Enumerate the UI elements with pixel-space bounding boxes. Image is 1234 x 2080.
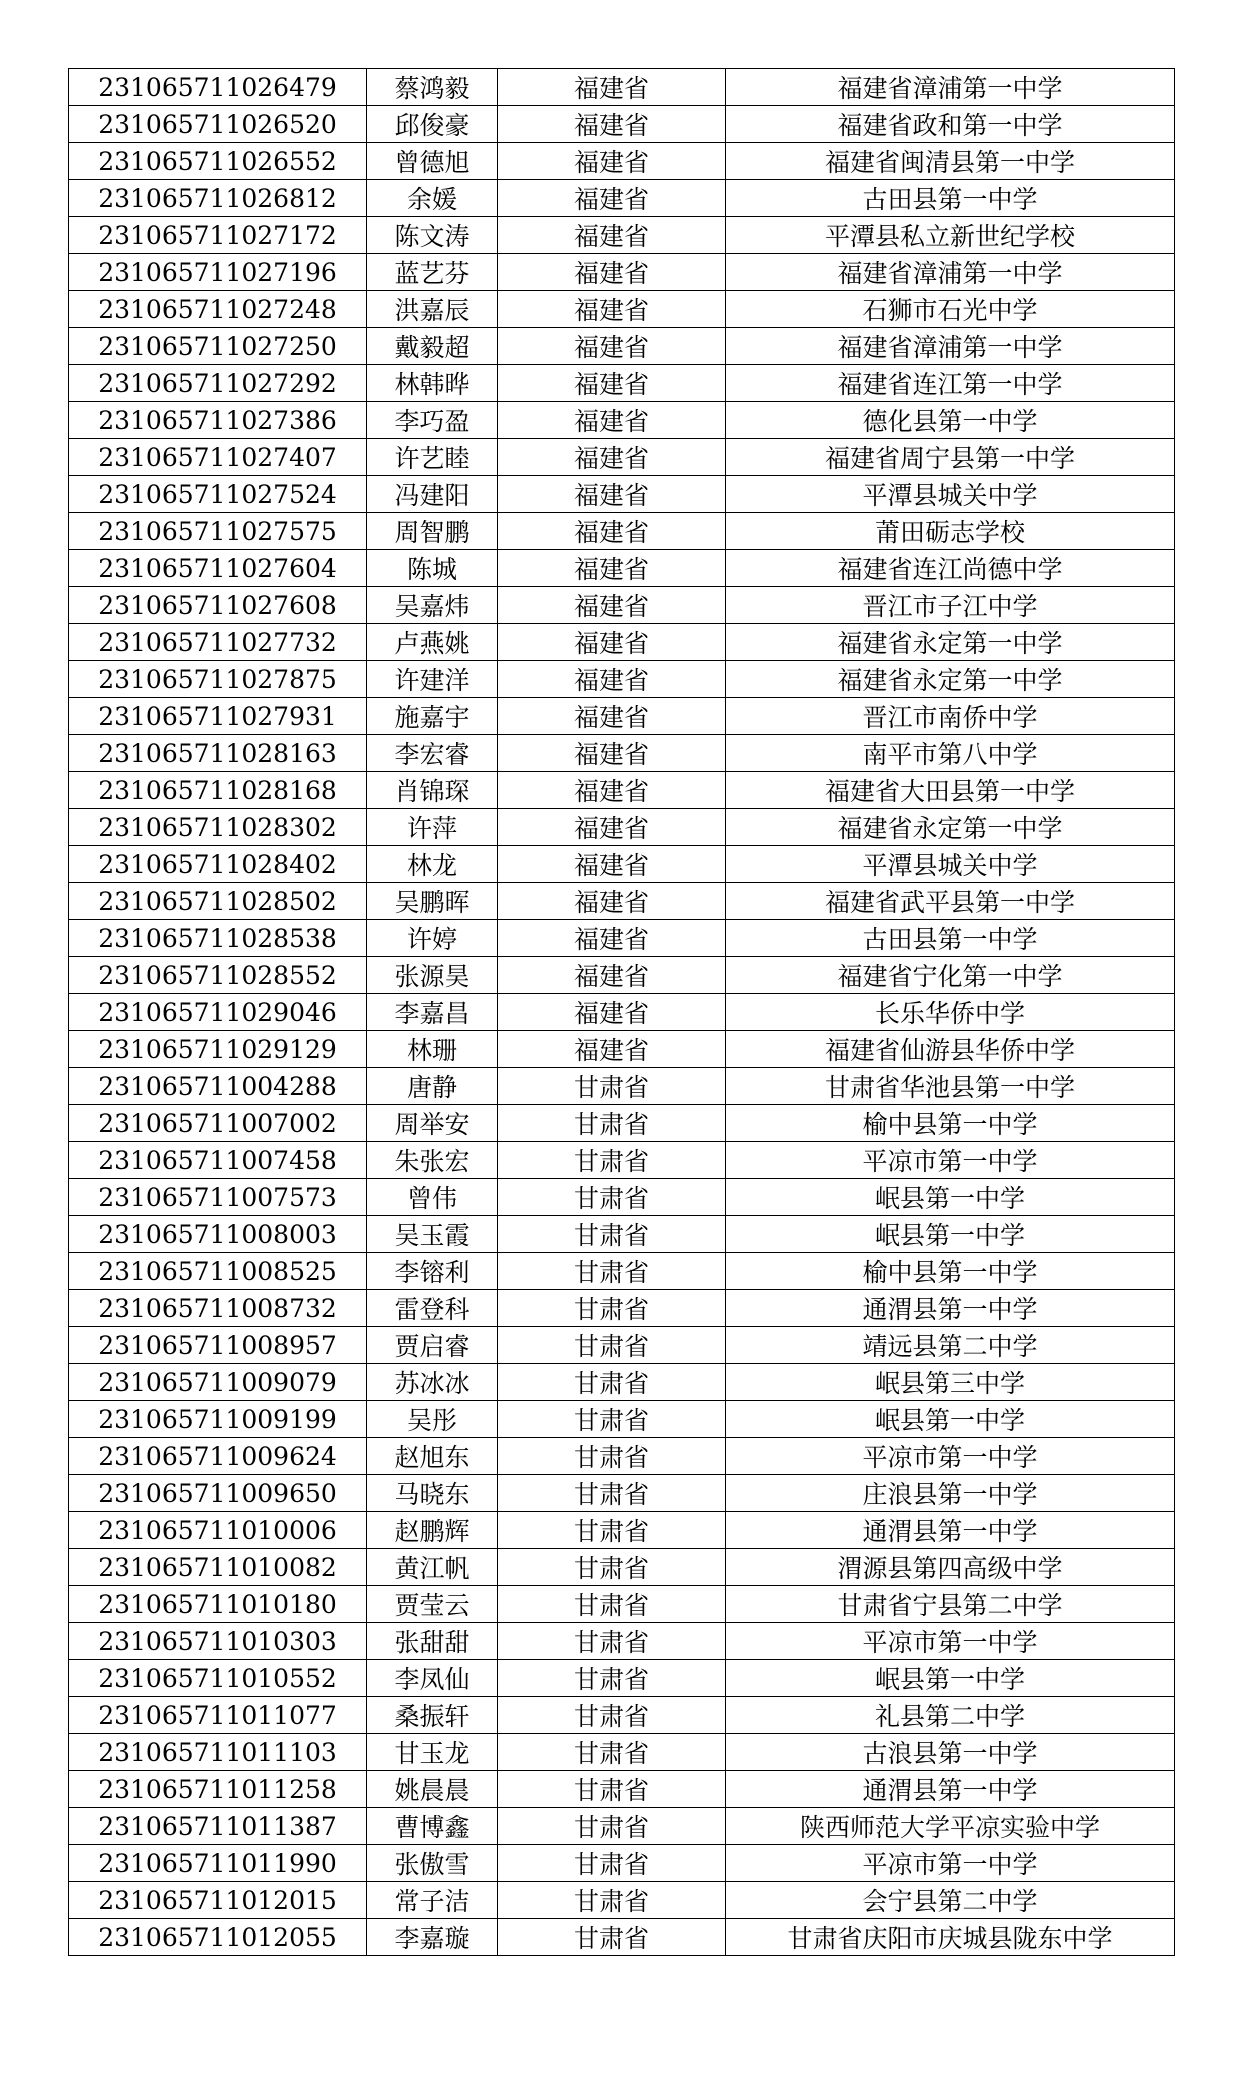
table-row	[69, 365, 1175, 402]
school-cell: 会宁县第二中学	[726, 1882, 1175, 1919]
table-row	[69, 1031, 1175, 1068]
school-cell: 靖远县第二中学	[726, 1327, 1175, 1364]
table-row	[69, 1586, 1175, 1623]
province-cell: 甘肃省	[498, 1142, 726, 1179]
province-cell: 甘肃省	[498, 1068, 726, 1105]
student-name-cell: 许婷	[367, 920, 498, 957]
province-cell: 福建省	[498, 957, 726, 994]
school-cell: 渭源县第四高级中学	[726, 1549, 1175, 1586]
table-row	[69, 1327, 1175, 1364]
province-cell: 福建省	[498, 365, 726, 402]
province-cell: 福建省	[498, 291, 726, 328]
province-cell: 甘肃省	[498, 1364, 726, 1401]
province-cell: 甘肃省	[498, 1586, 726, 1623]
exam-id-cell: 231065711027250	[69, 328, 367, 365]
table-row	[69, 1216, 1175, 1253]
table-row	[69, 698, 1175, 735]
school-cell: 古田县第一中学	[726, 920, 1175, 957]
exam-id-cell: 231065711008003	[69, 1216, 367, 1253]
exam-id-cell: 231065711011077	[69, 1697, 367, 1734]
school-cell: 甘肃省庆阳市庆城县陇东中学	[726, 1919, 1175, 1956]
province-cell: 福建省	[498, 69, 726, 106]
exam-id-cell: 231065711027172	[69, 217, 367, 254]
table-row	[69, 291, 1175, 328]
exam-id-cell: 231065711012055	[69, 1919, 367, 1956]
table-row	[69, 1771, 1175, 1808]
student-name-cell: 张源昊	[367, 957, 498, 994]
table-row	[69, 1401, 1175, 1438]
exam-id-cell: 231065711028552	[69, 957, 367, 994]
province-cell: 福建省	[498, 328, 726, 365]
student-name-cell: 肖锦琛	[367, 772, 498, 809]
school-cell: 平凉市第一中学	[726, 1142, 1175, 1179]
province-cell: 甘肃省	[498, 1660, 726, 1697]
student-name-cell: 冯建阳	[367, 476, 498, 513]
province-cell: 甘肃省	[498, 1845, 726, 1882]
exam-id-cell: 231065711027407	[69, 439, 367, 476]
student-name-cell: 贾启睿	[367, 1327, 498, 1364]
student-name-cell: 李嘉璇	[367, 1919, 498, 1956]
document-page	[68, 68, 1174, 1956]
province-cell: 福建省	[498, 439, 726, 476]
student-name-cell: 吴玉霞	[367, 1216, 498, 1253]
exam-id-cell: 231065711010006	[69, 1512, 367, 1549]
school-cell: 岷县第一中学	[726, 1660, 1175, 1697]
school-cell: 福建省宁化第一中学	[726, 957, 1175, 994]
student-name-cell: 吴鹏晖	[367, 883, 498, 920]
school-cell: 石狮市石光中学	[726, 291, 1175, 328]
table-row	[69, 809, 1175, 846]
province-cell: 福建省	[498, 106, 726, 143]
table-row	[69, 1808, 1175, 1845]
student-name-cell: 张傲雪	[367, 1845, 498, 1882]
exam-id-cell: 231065711027196	[69, 254, 367, 291]
exam-id-cell: 231065711027575	[69, 513, 367, 550]
student-name-cell: 唐静	[367, 1068, 498, 1105]
table-row	[69, 1549, 1175, 1586]
student-name-cell: 常子洁	[367, 1882, 498, 1919]
student-name-cell: 陈城	[367, 550, 498, 587]
province-cell: 福建省	[498, 735, 726, 772]
exam-id-cell: 231065711009199	[69, 1401, 367, 1438]
school-cell: 福建省周宁县第一中学	[726, 439, 1175, 476]
exam-id-cell: 231065711007458	[69, 1142, 367, 1179]
exam-id-cell: 231065711027931	[69, 698, 367, 735]
exam-id-cell: 231065711012015	[69, 1882, 367, 1919]
school-cell: 福建省漳浦第一中学	[726, 69, 1175, 106]
school-cell: 晋江市南侨中学	[726, 698, 1175, 735]
school-cell: 福建省永定第一中学	[726, 661, 1175, 698]
school-cell: 通渭县第一中学	[726, 1290, 1175, 1327]
province-cell: 甘肃省	[498, 1549, 726, 1586]
province-cell: 甘肃省	[498, 1216, 726, 1253]
school-cell: 岷县第三中学	[726, 1364, 1175, 1401]
exam-id-cell: 231065711028402	[69, 846, 367, 883]
table-row	[69, 69, 1175, 106]
exam-id-cell: 231065711007002	[69, 1105, 367, 1142]
school-cell: 榆中县第一中学	[726, 1253, 1175, 1290]
table-row	[69, 1105, 1175, 1142]
table-row	[69, 920, 1175, 957]
school-cell: 福建省永定第一中学	[726, 809, 1175, 846]
exam-id-cell: 231065711026812	[69, 180, 367, 217]
exam-id-cell: 231065711027608	[69, 587, 367, 624]
table-row	[69, 883, 1175, 920]
province-cell: 甘肃省	[498, 1734, 726, 1771]
province-cell: 福建省	[498, 994, 726, 1031]
school-cell: 福建省漳浦第一中学	[726, 254, 1175, 291]
school-cell: 福建省大田县第一中学	[726, 772, 1175, 809]
school-cell: 平潭县城关中学	[726, 846, 1175, 883]
student-name-cell: 余媛	[367, 180, 498, 217]
student-name-cell: 洪嘉辰	[367, 291, 498, 328]
student-name-cell: 蔡鸿毅	[367, 69, 498, 106]
student-name-cell: 许建洋	[367, 661, 498, 698]
table-row	[69, 1623, 1175, 1660]
exam-id-cell: 231065711011990	[69, 1845, 367, 1882]
school-cell: 平凉市第一中学	[726, 1438, 1175, 1475]
province-cell: 福建省	[498, 1031, 726, 1068]
student-name-cell: 邱俊豪	[367, 106, 498, 143]
province-cell: 福建省	[498, 180, 726, 217]
school-cell: 德化县第一中学	[726, 402, 1175, 439]
student-name-cell: 苏冰冰	[367, 1364, 498, 1401]
school-cell: 岷县第一中学	[726, 1401, 1175, 1438]
province-cell: 福建省	[498, 217, 726, 254]
student-name-cell: 贾莹云	[367, 1586, 498, 1623]
province-cell: 福建省	[498, 698, 726, 735]
table-row	[69, 772, 1175, 809]
exam-id-cell: 231065711028163	[69, 735, 367, 772]
exam-id-cell: 231065711028302	[69, 809, 367, 846]
school-cell: 福建省连江尚德中学	[726, 550, 1175, 587]
student-name-cell: 桑振轩	[367, 1697, 498, 1734]
student-name-cell: 戴毅超	[367, 328, 498, 365]
exam-id-cell: 231065711011258	[69, 1771, 367, 1808]
student-name-cell: 马晓东	[367, 1475, 498, 1512]
exam-id-cell: 231065711010552	[69, 1660, 367, 1697]
province-cell: 甘肃省	[498, 1179, 726, 1216]
table-row	[69, 624, 1175, 661]
exam-id-cell: 231065711026552	[69, 143, 367, 180]
table-row	[69, 1660, 1175, 1697]
exam-id-cell: 231065711008525	[69, 1253, 367, 1290]
table-row	[69, 957, 1175, 994]
table-row	[69, 587, 1175, 624]
exam-id-cell: 231065711010303	[69, 1623, 367, 1660]
table-row	[69, 476, 1175, 513]
school-cell: 庄浪县第一中学	[726, 1475, 1175, 1512]
province-cell: 甘肃省	[498, 1253, 726, 1290]
table-row	[69, 735, 1175, 772]
exam-id-cell: 231065711004288	[69, 1068, 367, 1105]
province-cell: 福建省	[498, 402, 726, 439]
table-row	[69, 661, 1175, 698]
province-cell: 福建省	[498, 254, 726, 291]
school-cell: 岷县第一中学	[726, 1216, 1175, 1253]
school-cell: 通渭县第一中学	[726, 1771, 1175, 1808]
exam-id-cell: 231065711009624	[69, 1438, 367, 1475]
province-cell: 甘肃省	[498, 1771, 726, 1808]
student-name-cell: 蓝艺芬	[367, 254, 498, 291]
student-name-cell: 曾伟	[367, 1179, 498, 1216]
table-row	[69, 1697, 1175, 1734]
exam-id-cell: 231065711027732	[69, 624, 367, 661]
exam-id-cell: 231065711027386	[69, 402, 367, 439]
exam-id-cell: 231065711027875	[69, 661, 367, 698]
exam-id-cell: 231065711007573	[69, 1179, 367, 1216]
table-row	[69, 1438, 1175, 1475]
school-cell: 岷县第一中学	[726, 1179, 1175, 1216]
province-cell: 甘肃省	[498, 1475, 726, 1512]
exam-id-cell: 231065711027292	[69, 365, 367, 402]
table-row	[69, 1919, 1175, 1956]
student-name-cell: 陈文涛	[367, 217, 498, 254]
province-cell: 福建省	[498, 476, 726, 513]
table-row	[69, 439, 1175, 476]
school-cell: 甘肃省华池县第一中学	[726, 1068, 1175, 1105]
student-name-cell: 李镕利	[367, 1253, 498, 1290]
table-row	[69, 254, 1175, 291]
province-cell: 福建省	[498, 883, 726, 920]
student-name-cell: 卢燕姚	[367, 624, 498, 661]
student-name-cell: 李凤仙	[367, 1660, 498, 1697]
school-cell: 通渭县第一中学	[726, 1512, 1175, 1549]
exam-id-cell: 231065711008957	[69, 1327, 367, 1364]
student-name-cell: 黄江帆	[367, 1549, 498, 1586]
student-name-cell: 周智鹏	[367, 513, 498, 550]
student-name-cell: 李嘉昌	[367, 994, 498, 1031]
table-row	[69, 106, 1175, 143]
table-row	[69, 1253, 1175, 1290]
school-cell: 福建省漳浦第一中学	[726, 328, 1175, 365]
table-row	[69, 1512, 1175, 1549]
school-cell: 莆田砺志学校	[726, 513, 1175, 550]
school-cell: 平凉市第一中学	[726, 1623, 1175, 1660]
province-cell: 甘肃省	[498, 1512, 726, 1549]
province-cell: 甘肃省	[498, 1919, 726, 1956]
student-name-cell: 曹博鑫	[367, 1808, 498, 1845]
student-name-cell: 姚晨晨	[367, 1771, 498, 1808]
province-cell: 甘肃省	[498, 1105, 726, 1142]
school-cell: 福建省武平县第一中学	[726, 883, 1175, 920]
student-name-cell: 甘玉龙	[367, 1734, 498, 1771]
school-cell: 榆中县第一中学	[726, 1105, 1175, 1142]
table-row	[69, 846, 1175, 883]
school-cell: 礼县第二中学	[726, 1697, 1175, 1734]
school-cell: 福建省闽清县第一中学	[726, 143, 1175, 180]
table-row	[69, 1290, 1175, 1327]
school-cell: 古浪县第一中学	[726, 1734, 1175, 1771]
province-cell: 福建省	[498, 550, 726, 587]
school-cell: 南平市第八中学	[726, 735, 1175, 772]
table-row	[69, 513, 1175, 550]
exam-id-cell: 231065711026520	[69, 106, 367, 143]
school-cell: 福建省政和第一中学	[726, 106, 1175, 143]
student-name-cell: 许艺睦	[367, 439, 498, 476]
table-row	[69, 1475, 1175, 1512]
province-cell: 福建省	[498, 513, 726, 550]
exam-id-cell: 231065711027604	[69, 550, 367, 587]
school-cell: 陕西师范大学平凉实验中学	[726, 1808, 1175, 1845]
exam-id-cell: 231065711009079	[69, 1364, 367, 1401]
table-row	[69, 1882, 1175, 1919]
province-cell: 甘肃省	[498, 1327, 726, 1364]
exam-id-cell: 231065711008732	[69, 1290, 367, 1327]
exam-id-cell: 231065711027248	[69, 291, 367, 328]
school-cell: 福建省仙游县华侨中学	[726, 1031, 1175, 1068]
table-row	[69, 1845, 1175, 1882]
province-cell: 甘肃省	[498, 1401, 726, 1438]
table-row	[69, 1179, 1175, 1216]
table-row	[69, 550, 1175, 587]
student-name-cell: 许萍	[367, 809, 498, 846]
exam-id-cell: 231065711028538	[69, 920, 367, 957]
table-row	[69, 1142, 1175, 1179]
table-row	[69, 994, 1175, 1031]
table-row	[69, 328, 1175, 365]
exam-id-cell: 231065711026479	[69, 69, 367, 106]
province-cell: 甘肃省	[498, 1623, 726, 1660]
exam-id-cell: 231065711011103	[69, 1734, 367, 1771]
student-name-cell: 林珊	[367, 1031, 498, 1068]
table-row	[69, 1068, 1175, 1105]
exam-id-cell: 231065711029046	[69, 994, 367, 1031]
table-row	[69, 143, 1175, 180]
student-name-cell: 李宏睿	[367, 735, 498, 772]
school-cell: 平潭县城关中学	[726, 476, 1175, 513]
table-row	[69, 402, 1175, 439]
student-name-cell: 雷登科	[367, 1290, 498, 1327]
student-name-cell: 吴嘉炜	[367, 587, 498, 624]
province-cell: 甘肃省	[498, 1438, 726, 1475]
exam-id-cell: 231065711009650	[69, 1475, 367, 1512]
school-cell: 平凉市第一中学	[726, 1845, 1175, 1882]
student-table	[68, 68, 1175, 1956]
table-row	[69, 217, 1175, 254]
table-row	[69, 1734, 1175, 1771]
school-cell: 福建省永定第一中学	[726, 624, 1175, 661]
exam-id-cell: 231065711028168	[69, 772, 367, 809]
province-cell: 福建省	[498, 772, 726, 809]
exam-id-cell: 231065711029129	[69, 1031, 367, 1068]
province-cell: 福建省	[498, 624, 726, 661]
student-name-cell: 张甜甜	[367, 1623, 498, 1660]
province-cell: 甘肃省	[498, 1882, 726, 1919]
exam-id-cell: 231065711011387	[69, 1808, 367, 1845]
province-cell: 甘肃省	[498, 1697, 726, 1734]
student-name-cell: 李巧盈	[367, 402, 498, 439]
exam-id-cell: 231065711027524	[69, 476, 367, 513]
school-cell: 长乐华侨中学	[726, 994, 1175, 1031]
student-name-cell: 赵旭东	[367, 1438, 498, 1475]
student-name-cell: 朱张宏	[367, 1142, 498, 1179]
school-cell: 甘肃省宁县第二中学	[726, 1586, 1175, 1623]
student-name-cell: 曾德旭	[367, 143, 498, 180]
table-body	[69, 69, 1175, 1956]
province-cell: 甘肃省	[498, 1808, 726, 1845]
province-cell: 甘肃省	[498, 1290, 726, 1327]
school-cell: 福建省连江第一中学	[726, 365, 1175, 402]
province-cell: 福建省	[498, 143, 726, 180]
exam-id-cell: 231065711010180	[69, 1586, 367, 1623]
student-name-cell: 周举安	[367, 1105, 498, 1142]
student-name-cell: 赵鹏辉	[367, 1512, 498, 1549]
school-cell: 古田县第一中学	[726, 180, 1175, 217]
table-row	[69, 180, 1175, 217]
province-cell: 福建省	[498, 661, 726, 698]
school-cell: 平潭县私立新世纪学校	[726, 217, 1175, 254]
province-cell: 福建省	[498, 846, 726, 883]
exam-id-cell: 231065711010082	[69, 1549, 367, 1586]
student-name-cell: 施嘉宇	[367, 698, 498, 735]
student-name-cell: 吴彤	[367, 1401, 498, 1438]
table-row	[69, 1364, 1175, 1401]
province-cell: 福建省	[498, 920, 726, 957]
school-cell: 晋江市子江中学	[726, 587, 1175, 624]
student-name-cell: 林韩晔	[367, 365, 498, 402]
exam-id-cell: 231065711028502	[69, 883, 367, 920]
province-cell: 福建省	[498, 809, 726, 846]
student-name-cell: 林龙	[367, 846, 498, 883]
province-cell: 福建省	[498, 587, 726, 624]
